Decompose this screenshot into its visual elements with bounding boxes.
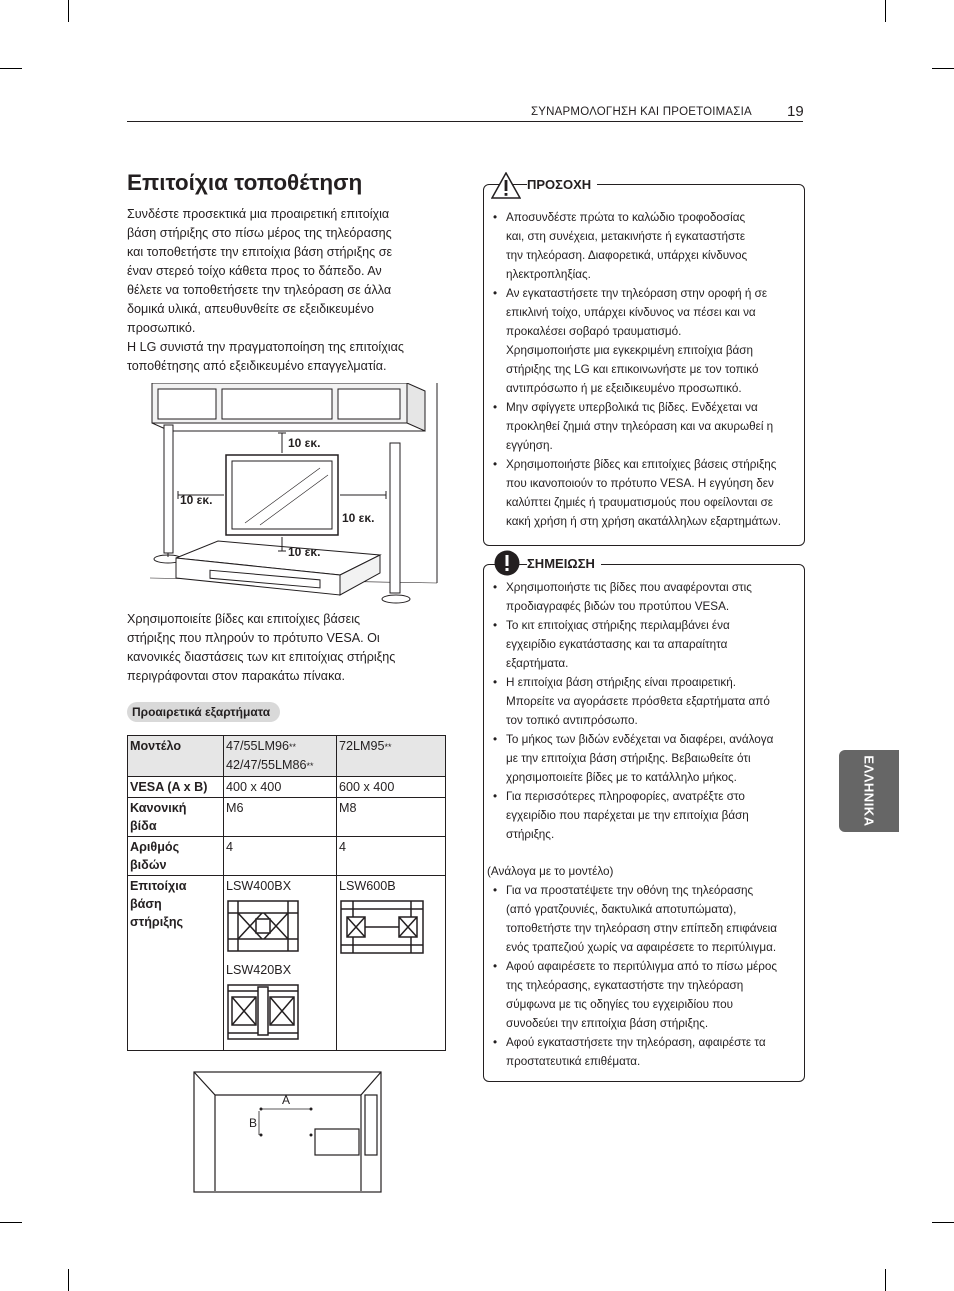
vesa-line: Χρησιμοποιείτε βίδες και επιτοίχιες βάσεις bbox=[127, 612, 361, 626]
list-item: • Αν εγκαταστήσετε την τηλεόραση στην οροφή ή σε επικλινή τοίχο, υπάρχει κίνδυνος να πέσει και να προκαλέσει σοβαρό τραυματισμό. Χρησιμοποιήστε μια εγκεκριμένη επιτοίχια βάση στήριξης της LG και επικοινωνήστε με τον τοπικό αντιπρόσωπο ή με εξειδικευμένο προσωπικό. bbox=[489, 284, 799, 398]
wall-bracket-image bbox=[226, 981, 300, 1043]
wall-mount-cell: LSW600B bbox=[337, 876, 446, 1051]
intro-line: βάση στήριξης στο πίσω μέρος της τηλεόρασης bbox=[127, 226, 392, 240]
model-dependent-note: (Ανάλογα με το μοντέλο) bbox=[487, 865, 614, 878]
crop-mark bbox=[885, 0, 886, 22]
page-number: 19 bbox=[787, 103, 804, 120]
vesa-paragraph bbox=[127, 610, 447, 686]
top-clearance-label: 10 εκ. bbox=[288, 436, 321, 450]
language-tab bbox=[839, 750, 899, 832]
screw-cell: M8 bbox=[337, 798, 446, 837]
note-list bbox=[489, 578, 799, 844]
bottom-clearance-label: 10 εκ. bbox=[288, 545, 321, 559]
dimension-a-label: A bbox=[282, 1093, 291, 1107]
crop-mark bbox=[885, 1269, 886, 1291]
screw-count-header: Αριθμός βιδών bbox=[128, 837, 224, 876]
table-row bbox=[128, 736, 446, 777]
vesa-line: κανονικές διαστάσεις των κιτ επιτοίχιας στήριξης bbox=[127, 650, 396, 664]
left-clearance-label: 10 εκ. bbox=[180, 493, 213, 507]
vesa-header: VESA (A x B) bbox=[128, 777, 224, 798]
vesa-line: περιγράφονται στον παρακάτω πίνακα. bbox=[127, 669, 345, 683]
model-cell: 47/55LM96** 42/47/55LM86** bbox=[224, 736, 337, 777]
screw-cell: M6 bbox=[224, 798, 337, 837]
screw-count-cell: 4 bbox=[224, 837, 337, 876]
caution-title: ΠΡΟΣΟΧΗ bbox=[527, 177, 597, 192]
intro-line: Συνδέστε προσεκτικά μια προαιρετική επιτοίχια bbox=[127, 207, 390, 221]
wall-bracket-image bbox=[226, 897, 300, 955]
note-header bbox=[483, 550, 803, 578]
model-cell: 72LM95** bbox=[337, 736, 446, 777]
screw-count-cell: 4 bbox=[337, 837, 446, 876]
table-row bbox=[128, 876, 446, 1051]
list-item: • Αποσυνδέστε πρώτα το καλώδιο τροφοδοσίας και, στη συνέχεια, μετακινήστε ή εγκαταστήστε την τηλεόραση. Διαφορετικά, υπάρχει κίνδυνος ηλεκτροπληξίας. bbox=[489, 208, 799, 284]
crop-mark bbox=[932, 1222, 954, 1223]
list-item: • Μην σφίγγετε υπερβολικά τις βίδες. Ενδέχεται να προκληθεί ζημιά στην τηλεόραση και να ακυρωθεί η εγγύηση. bbox=[489, 398, 799, 455]
list-item: • Το μήκος των βιδών ενδέχεται να διαφέρει, ανάλογα με την επιτοίχια βάση στήριξης. Βεβαιωθείτε ότι χρησιμοποιείτε βίδες με το κατάλληλο μήκος. bbox=[489, 730, 799, 787]
crop-mark bbox=[0, 68, 22, 69]
intro-line: θέλετε να τοποθετήσετε την τηλεόραση σε άλλα bbox=[127, 283, 392, 297]
intro-line: έναν στερεό τοίχο κάθετα προς το δάπεδο. Αν bbox=[127, 264, 382, 278]
intro-line: τοποθέτησης από εξειδικευμένο επαγγελματία. bbox=[127, 359, 387, 373]
wall-mount-header: Επιτοίχια βάση στήριξης bbox=[128, 876, 224, 1051]
table-row bbox=[128, 837, 446, 876]
list-item: • Η επιτοίχια βάση στήριξης είναι προαιρετική. Μπορείτε να αγοράσετε πρόσθετα εξαρτήματα από τον τοπικό αντιπρόσωπο. bbox=[489, 673, 799, 730]
vesa-cell: 400 x 400 bbox=[224, 777, 337, 798]
list-item: • Για περισσότερες πληροφορίες, ανατρέξτε στο εγχειρίδιο που παρέχεται με την επιτοίχια βάση στήριξης. bbox=[489, 787, 799, 844]
vesa-line: στήριξης που πληρούν το πρότυπο VESA. Οι bbox=[127, 631, 380, 645]
right-clearance-label: 10 εκ. bbox=[342, 511, 375, 525]
intro-line: δομικά υλικά, απευθυνθείτε σε εξειδικευμένο bbox=[127, 302, 374, 316]
crop-mark bbox=[0, 1222, 22, 1223]
model-header: Μοντέλο bbox=[128, 736, 224, 777]
optional-accessories-label: Προαιρετικά εξαρτήματα bbox=[127, 702, 280, 722]
table-row bbox=[128, 777, 446, 798]
intro-paragraph bbox=[127, 205, 447, 376]
list-item: • Χρησιμοποιήστε βίδες και επιτοίχιες βάσεις στήριξης που ικανοποιούν το πρότυπο VESA. Η εγγύηση δεν καλύπτει ζημιές ή τραυματισμούς που οφείλονται σε κακή χρήση ή στη χρήση ακατάλληλων εξαρτημάτων. bbox=[489, 455, 799, 531]
note-title-rule bbox=[605, 564, 789, 565]
caution-list bbox=[489, 208, 799, 531]
intro-line: προσωπικό. bbox=[127, 321, 196, 335]
warning-triangle-icon bbox=[491, 172, 521, 199]
header-rule bbox=[127, 121, 803, 122]
caution-header bbox=[483, 172, 803, 200]
list-item: • Αφού εγκαταστήσετε την τηλεόραση, αφαιρέστε τα προστατευτικά επιθέματα. bbox=[489, 1033, 799, 1071]
crop-mark bbox=[68, 0, 69, 22]
crop-mark bbox=[932, 68, 954, 69]
list-item: • Χρησιμοποιήστε τις βίδες που αναφέρονται στις προδιαγραφές βιδών του προτύπου VESA. bbox=[489, 578, 799, 616]
page-title: Επιτοίχια τοποθέτηση bbox=[127, 170, 363, 195]
wall-mount-cell: LSW400BX LSW420BX bbox=[224, 876, 337, 1051]
caution-title-rule bbox=[625, 184, 789, 185]
wall-bracket-image bbox=[339, 897, 425, 957]
vesa-cell: 600 x 400 bbox=[337, 777, 446, 798]
list-item: • Αφού αφαιρέσετε το περιτύλιγμα από το πίσω μέρος της τηλεόρασης, εγκαταστήστε την τηλεόραση σύμφωνα με τις οδηγίες του εγχειριδίου που συνοδεύει την επιτοίχια βάση στήριξης. bbox=[489, 957, 799, 1033]
note-list-2 bbox=[489, 881, 799, 1071]
list-item: • Το κιτ επιτοίχιας στήριξης περιλαμβάνει ένα εγχειρίδιο εγκατάστασης και τα απαραίτητα εξαρτήματα. bbox=[489, 616, 799, 673]
spec-table bbox=[127, 735, 446, 1051]
table-row bbox=[128, 798, 446, 837]
crop-mark bbox=[68, 1269, 69, 1291]
section-header: ΣΥΝΑΡΜΟΛΟΓΗΣΗ ΚΑΙ ΠΡΟΕΤΟΙΜΑΣΙΑ bbox=[531, 106, 752, 118]
note-title: ΣΗΜΕΙΩΣΗ bbox=[527, 556, 601, 571]
wall-mount-illustration bbox=[150, 383, 440, 605]
language-tab-label: ΕΛΛΗΝΙΚΑ bbox=[861, 755, 877, 827]
dimension-b-label: B bbox=[249, 1116, 258, 1130]
screw-header: Κανονική βίδα bbox=[128, 798, 224, 837]
list-item: • Για να προστατέψετε την οθόνη της τηλεόρασης (από γρατζουνιές, δακτυλικά αποτυπώματα), τοποθετήστε την τηλεόραση στην επίπεδη επιφάνεια ενός τραπεζιού χωρίς να αφαιρέσετε το περιτύλιγμα. bbox=[489, 881, 799, 957]
intro-line: και τοποθετήστε την επιτοίχια βάση στήριξης σε bbox=[127, 245, 393, 259]
tv-back-diagram bbox=[193, 1071, 383, 1195]
exclamation-circle-icon bbox=[494, 550, 520, 576]
intro-line: Η LG συνιστά την πραγματοποίηση της επιτοίχιας bbox=[127, 340, 404, 354]
